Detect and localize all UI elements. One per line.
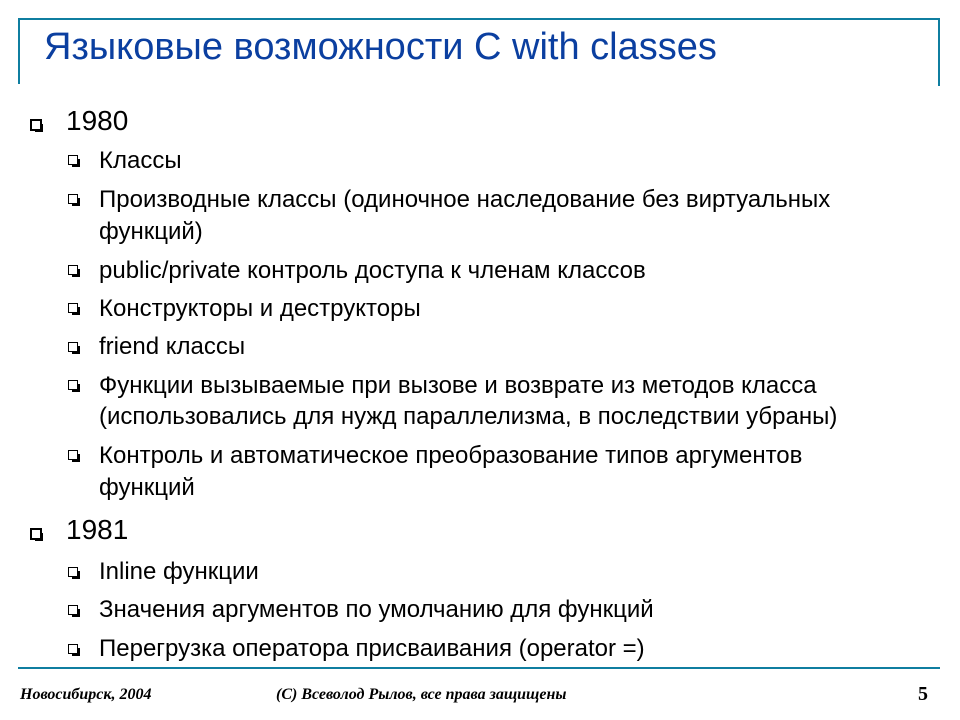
list-item: friend классы [99, 333, 246, 360]
square-bullet-icon [68, 265, 78, 275]
right-border-line [938, 18, 940, 86]
slide-title: Языковые возможности C with classes [44, 26, 717, 68]
list-item: Значения аргументов по умолчанию для функций [99, 596, 654, 623]
list-item-continuation: функций) [99, 218, 203, 245]
square-bullet-icon [68, 644, 78, 654]
list-item: public/private контроль доступа к членам классов [99, 257, 646, 284]
list-item: Функции вызываемые при вызове и возврате из методов класса [99, 372, 817, 399]
square-bullet-icon [68, 155, 78, 165]
top-border-line [18, 18, 940, 20]
square-bullet-icon [68, 567, 78, 577]
list-item: Производные классы (одиночное наследование без виртуальных [99, 186, 831, 213]
square-bullet-icon [68, 342, 78, 352]
list-item-continuation: функций [99, 474, 195, 501]
footer-copyright: (С) Всеволод Рылов, все права защищены [276, 686, 567, 703]
section-heading-1981: 1981 [66, 514, 129, 545]
square-bullet-icon [68, 380, 78, 390]
left-border-line [18, 18, 20, 84]
bottom-border-line [18, 667, 940, 669]
list-item: Контроль и автоматическое преобразование типов аргументов [99, 442, 803, 469]
square-bullet-icon [30, 528, 42, 540]
footer-location: Новосибирск, 2004 [20, 686, 152, 703]
section-heading-1980: 1980 [66, 105, 129, 136]
list-item: Перегрузка оператора присваивания (operator =) [99, 635, 645, 662]
square-bullet-icon [68, 303, 78, 313]
square-bullet-icon [68, 605, 78, 615]
list-item: Классы [99, 147, 182, 174]
square-bullet-icon [68, 194, 78, 204]
square-bullet-icon [68, 450, 78, 460]
list-item: Inline функции [99, 558, 259, 585]
list-item: Конструкторы и деструкторы [99, 295, 421, 322]
page-number: 5 [918, 683, 928, 705]
list-item-continuation: (использовались для нужд параллелизма, в последствии убраны) [99, 403, 838, 430]
square-bullet-icon [30, 119, 42, 131]
